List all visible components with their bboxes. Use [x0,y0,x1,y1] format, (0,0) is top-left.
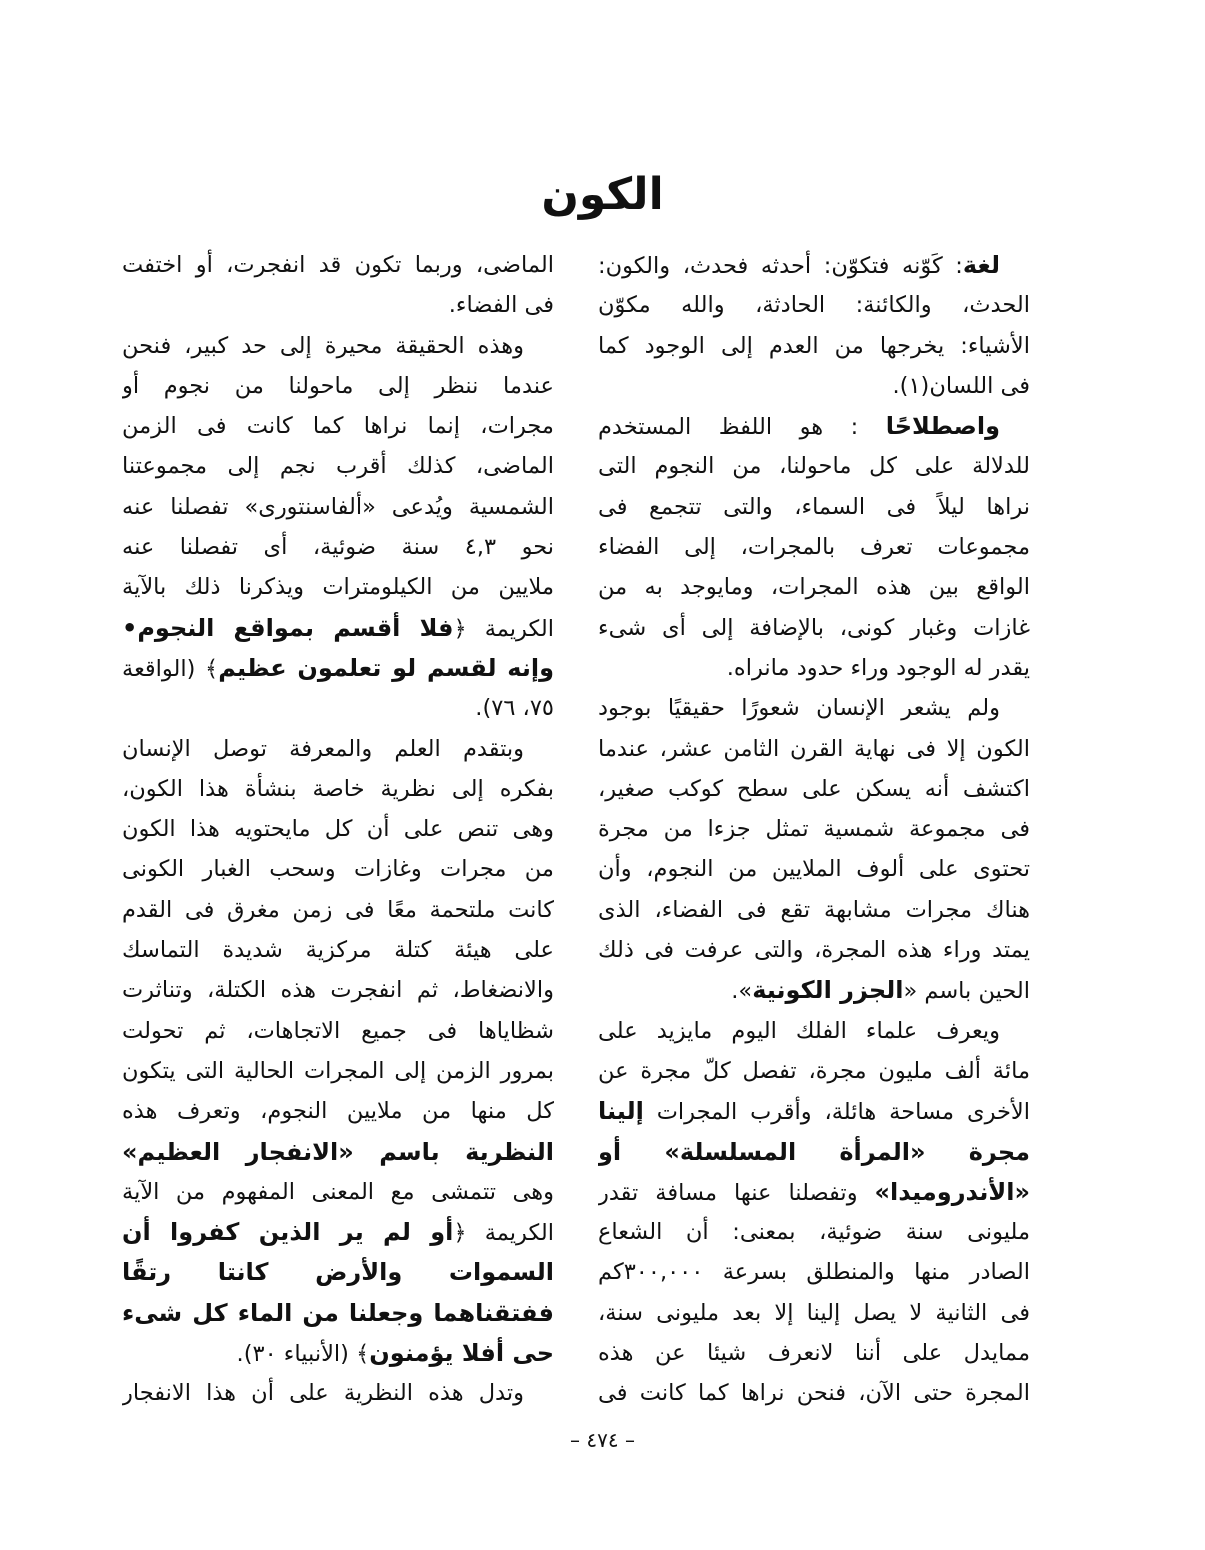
text-line [598,1132,1030,1172]
bold-text: إلينا [598,1097,644,1126]
text-line [598,769,1030,809]
text-span: ». [731,978,753,1005]
text-span: مجرات، إنما نراها كما كانت فى الزمن [122,413,554,440]
text-span: هناك مجرات مشابهة تقع فى الفضاء، الذى [598,896,1030,923]
bold-text: الجزر الكونية [752,976,904,1005]
text-line [122,446,554,486]
text-line [122,487,554,527]
text-line [122,930,554,970]
text-line [598,1373,1030,1413]
text-line [122,729,554,769]
text-span: عندما ننظر إلى ماحولنا من نجوم أو [122,372,554,399]
text-span: وتدل هذه النظرية على أن هذا الانفجار [122,1380,524,1407]
text-line [122,769,554,809]
text-span: ﴾ (الأنبياء ٣٠). [236,1341,370,1368]
text-line [598,1172,1030,1212]
text-span: وهى تنص على أن كل مايحتويه هذا الكون [122,816,554,843]
text-line [598,1252,1030,1292]
bold-text: فلا أقسم بمواقع النجوم• [122,613,454,642]
text-span: فى الثانية لا يصل إلينا إلا بعد مليونى سنة، [598,1299,1030,1326]
text-span: اكتشف أنه يسكن على سطح كوكب صغير، [598,775,1030,802]
text-span: فى اللسان(١). [892,372,1030,399]
text-span: شظاياها فى جميع الاتجاهات، ثم تحولت [122,1017,554,1044]
text-line [598,729,1030,769]
text-line [598,970,1030,1010]
text-span: وهذه الحقيقة محيرة إلى حد كبير، فنحن [122,332,524,359]
text-span: : كَوّنه فتكوّن: أحدثه فحدث، والكون: [598,253,963,279]
text-line [598,1212,1030,1252]
text-line [122,1172,554,1212]
text-line [122,1333,554,1373]
text-span: الكريمة ﴿ [453,615,554,642]
page-number: – ٤٧٤ – [570,1428,635,1452]
bold-text: النظرية باسم «الانفجار العظيم» [122,1137,554,1166]
text-line [122,970,554,1010]
text-span: فى مجموعة شمسية تمثل جزءا من مجرة [598,816,1030,843]
text-span: غازات وغبار كونى، بالإضافة إلى أى شىء [598,614,1030,641]
left-column [122,245,554,1414]
text-line [598,849,1030,889]
text-span: ملايين من الكيلومترات ويذكرنا ذلك بالآية [122,574,554,601]
text-line [122,245,554,285]
text-line [598,285,1030,325]
text-span: : هو اللفظ المستخدم [598,414,886,441]
text-line [598,446,1030,486]
text-span: يقدر له الوجود وراء حدود مانراه. [726,654,1030,681]
bold-text: ففتقناهما وجعلنا من الماء كل شىء [122,1298,554,1327]
text-line [598,809,1030,849]
bold-text: السموات والأرض كانتا رتقًا [122,1258,554,1287]
text-span: الصادر منها والمنطلق بسرعة ٣٠٠,٠٠٠كم [598,1259,1030,1286]
text-span: ٧٥، ٧٦). [475,695,554,722]
text-line [122,406,554,446]
text-line [598,245,1030,285]
text-line [122,1132,554,1172]
text-line [122,849,554,889]
text-line [122,608,554,648]
text-span: الكون إلا فى نهاية القرن الثامن عشر، عندما [598,735,1030,762]
text-line [122,1091,554,1131]
text-line [598,567,1030,607]
text-span: كانت ملتحمة معًا فى زمن مغرق فى القدم [122,896,554,923]
text-span: من مجرات وغازات وسحب الغبار الكونى [122,856,554,883]
bold-text: مجرة «المرأة المسلسلة» أو [598,1137,1030,1166]
text-span: المجرة حتى الآن، فنحن نراها كما كانت فى [598,1380,1030,1407]
text-line [122,1373,554,1413]
text-line [122,890,554,930]
text-span: بفكره إلى نظرية خاصة بنشأة هذا الكون، [122,775,554,802]
text-line [122,1051,554,1091]
text-span: نراها ليلاً فى السماء، والتى تتجمع فى [598,493,1030,520]
text-span: الماضى، وربما تكون قد انفجرت، أو اختفت [122,252,554,278]
text-span: يمتد وراء هذه المجرة، والتى عرفت فى ذلك [598,937,1030,964]
text-line [598,406,1030,446]
text-line [122,567,554,607]
text-line [598,608,1030,648]
text-line [598,1293,1030,1333]
text-span: مليونى سنة ضوئية، بمعنى: أن الشعاع [598,1219,1030,1246]
bold-text: واصطلاحًا [885,412,1000,441]
text-line [122,285,554,325]
text-line [598,326,1030,366]
text-line [122,809,554,849]
text-line [598,1011,1030,1051]
text-line [598,930,1030,970]
text-span: مجموعات تعرف بالمجرات، إلى الفضاء [598,534,1030,561]
text-span: ممايدل على أننا لانعرف شيئا عن هذه [598,1340,1030,1367]
text-span: الواقع بين هذه المجرات، ومايوجد به من [598,574,1030,601]
text-line [122,688,554,728]
text-line [598,366,1030,406]
text-span: الماضى، كذلك أقرب نجم إلى مجموعتنا [122,453,554,480]
text-span: الحين باسم « [903,978,1030,1005]
text-span: الشمسية ويُدعى «ألفاسنتورى» تفصلنا عنه [122,493,554,520]
bold-text: أو لم ير الذين كفروا أن [122,1218,454,1247]
text-span: على هيئة كتلة مركزية شديدة التماسك [122,937,554,964]
bold-text: حى أفلا يؤمنون [369,1339,554,1368]
text-line [122,326,554,366]
text-line [122,1252,554,1292]
text-line [598,648,1030,688]
text-line [122,366,554,406]
text-span: ويعرف علماء الفلك اليوم مايزيد على [598,1017,1000,1044]
text-span: نحو ٤,٣ سنة ضوئية، أى تفصلنا عنه [122,534,554,561]
text-line [122,648,554,688]
text-line [598,688,1030,728]
text-line [122,527,554,567]
bold-text: «الأندروميدا» [874,1177,1030,1206]
text-span: الأشياء: يخرجها من العدم إلى الوجود كما [598,332,1030,359]
text-line [598,1333,1030,1373]
text-line [122,1212,554,1252]
text-line [122,1011,554,1051]
text-span: ولم يشعر الإنسان شعورًا حقيقيًا بوجود [598,695,1000,722]
bold-text: وإنه لقسم لو تعلمون عظيم [218,653,554,682]
bold-text: لغة [962,251,1000,279]
text-span: مائة ألف مليون مجرة، تفصل كلّ مجرة عن [598,1057,1030,1084]
text-span: والانضغاط، ثم انفجرت هذه الكتلة، وتناثرت [122,977,554,1004]
text-span: وتفصلنا عنها مسافة تقدر [598,1179,875,1206]
text-span: فى الفضاء. [448,292,554,319]
text-line [598,890,1030,930]
text-span: ﴾ (الواقعة [122,655,219,682]
text-span: وهى تتمشى مع المعنى المفهوم من الآية [122,1178,554,1205]
text-span: بمرور الزمن إلى المجرات الحالية التى يتكون [122,1057,554,1084]
text-span: الأخرى مساحة هائلة، وأقرب المجرات [643,1099,1030,1126]
text-line [598,487,1030,527]
text-span: للدلالة على كل ماحولنا، من النجوم التى [598,453,1030,480]
text-line [598,1091,1030,1131]
text-span: وبتقدم العلم والمعرفة توصل الإنسان [122,735,524,762]
text-line [598,527,1030,567]
text-span: الحدث، والكائنة: الحادثة، والله مكوّن [598,292,1030,319]
text-span: كل منها من ملايين النجوم، وتعرف هذه [122,1098,554,1125]
text-span: تحتوى على ألوف الملايين من النجوم، وأن [598,856,1030,883]
right-column [598,245,1030,1414]
text-line [598,1051,1030,1091]
text-span: الكريمة ﴿ [453,1220,554,1247]
text-line [122,1293,554,1333]
page-title: الكون [541,169,664,221]
